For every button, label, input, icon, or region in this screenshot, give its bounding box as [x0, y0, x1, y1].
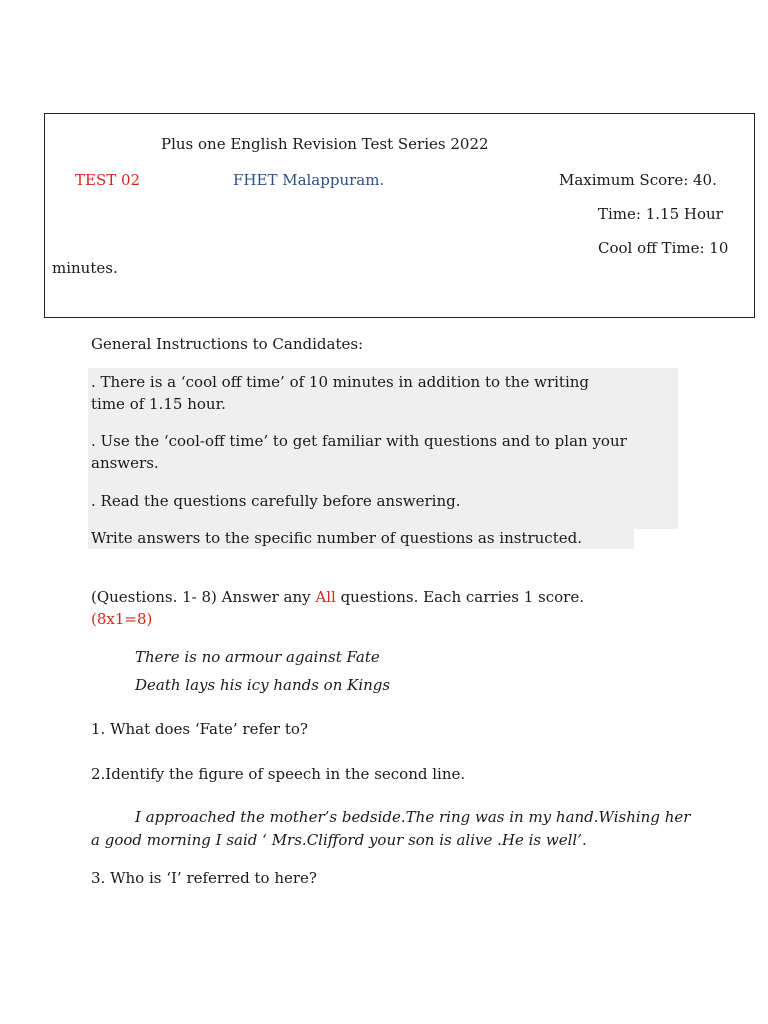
test-label: TEST 02 — [75, 171, 141, 189]
instruction-1: . There is a ‘cool off time’ of 10 minutes in addition to the writing — [91, 373, 590, 391]
max-score: Maximum Score: 40. — [559, 171, 717, 189]
question-2: 2.Identify the figure of speech in the second line. — [91, 765, 466, 783]
section-suffix: questions. Each carries 1 score. — [335, 588, 584, 606]
section-instructions — [91, 588, 584, 606]
instruction-3: . Read the questions carefully before answering. — [91, 492, 461, 510]
instruction-1-cont: time of 1.15 hour. — [91, 395, 226, 413]
test-title: Plus one English Revision Test Series 2022 — [161, 135, 489, 153]
instructions-heading: General Instructions to Candidates: — [91, 335, 364, 353]
question-3: 3. Who is ‘I’ referred to here? — [91, 869, 317, 887]
poem-line-1: There is no armour against Fate — [135, 648, 380, 666]
cool-off-time-cont: minutes. — [52, 259, 118, 277]
section-score: (8x1=8) — [91, 610, 153, 628]
time-allowed: Time: 1.15 Hour — [598, 205, 723, 223]
passage-line-2: a good morning I said ‘ Mrs.Clifford your son is alive .He is well’. — [91, 831, 587, 849]
passage-line-1: I approached the mother’s bedside.The ring was in my hand.Wishing her — [135, 808, 691, 826]
section-all: All — [315, 588, 336, 606]
instruction-4: Write answers to the specific number of questions as instructed. — [91, 529, 582, 547]
poem-line-2: Death lays his icy hands on Kings — [135, 676, 391, 694]
section-prefix: (Questions. 1- 8) Answer any — [91, 588, 316, 606]
instruction-2-cont: answers. — [91, 454, 159, 472]
cool-off-time: Cool off Time: 10 — [598, 239, 729, 257]
instruction-2: . Use the ‘cool-off time’ to get familiar with questions and to plan your — [91, 432, 627, 450]
question-1: 1. What does ‘Fate’ refer to? — [91, 720, 308, 738]
org-name: FHET Malappuram. — [233, 171, 385, 189]
